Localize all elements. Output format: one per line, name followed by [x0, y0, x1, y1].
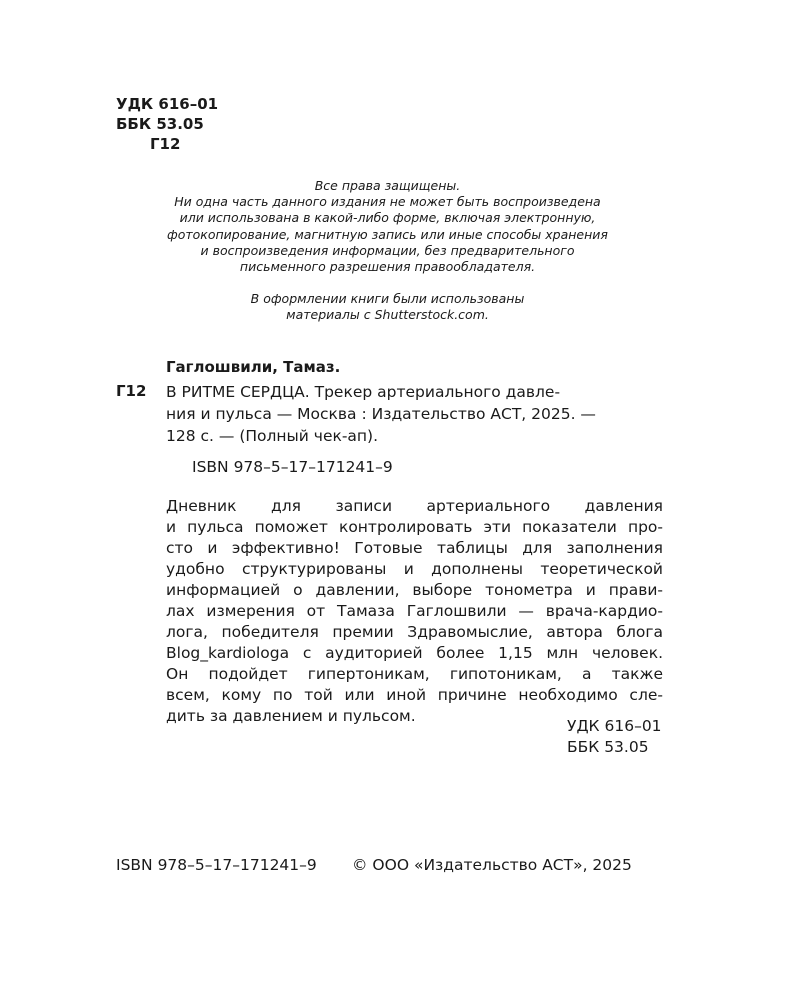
design-note-line: материалы с Shutterstock.com. — [286, 307, 489, 323]
annotation-bbk: ББК 53.05 — [567, 738, 649, 756]
rights-line: фотокопирование, магнитную запись или иные способы хранения — [167, 226, 608, 242]
rights-line: или использована в какой-либо форме, включая электронную, — [179, 210, 596, 226]
annotation-text — [166, 496, 663, 727]
annotation-line: всем, кому по той или иной причине необходимо сле- — [166, 686, 663, 704]
rights-line: Все права защищены. — [314, 178, 461, 193]
annotation-line: сто и эффективно! Готовые таблицы для заполнения — [166, 539, 663, 557]
author-index: Г12 — [116, 382, 147, 400]
annotation-line: лога, победителя премии Здравомыслие, автора блога — [166, 623, 663, 641]
rights-notice — [120, 178, 655, 324]
annotation-line: Он подойдет гипертоникам, гипотоникам, а также — [166, 665, 663, 683]
annotation-line: и пульса поможет контролировать эти показатели про- — [166, 518, 663, 536]
title-line: ния и пульса — Москва : Издательство АСТ, 2025. — — [166, 405, 596, 423]
title-line: 128 с. — (Полный чек-ап). — [166, 427, 379, 445]
design-note-line: В оформлении книги были использованы — [250, 291, 525, 307]
author-name: Гаглошвили, Тамаз. — [166, 358, 341, 376]
udk-code: УДК 616–01 — [116, 95, 219, 113]
title-line: В РИТМЕ СЕРДЦА. Трекер артериального давле- — [166, 383, 561, 401]
footer-copyright: © ООО «Издательство АСТ», 2025 — [352, 856, 632, 874]
footer-isbn: ISBN 978–5–17–171241–9 — [116, 856, 317, 874]
book-title-entry — [166, 381, 663, 447]
annotation-udk: УДК 616–01 — [567, 717, 662, 735]
annotation-classification — [567, 716, 662, 758]
bbk-code: ББК 53.05 — [116, 115, 204, 133]
annotation-line: удобно структурированы и дополнены теоретической — [166, 560, 663, 578]
annotation-line: дить за давлением и пульсом. — [166, 707, 416, 725]
isbn-entry: ISBN 978–5–17–171241–9 — [192, 458, 393, 476]
annotation-line: информацией о давлении, выборе тонометра и прави- — [166, 581, 663, 599]
rights-line: Ни одна часть данного издания не может быть воспроизведена — [174, 194, 601, 210]
author-sign: Г12 — [150, 135, 181, 153]
rights-line: и воспроизведения информации, без предварительного — [200, 242, 575, 258]
rights-line: письменного разрешения правообладателя. — [239, 259, 536, 275]
annotation-line: Blog_kardiologa с аудиторией более 1,15 млн человек. — [166, 644, 663, 662]
annotation-line: лах измерения от Тамаза Гаглошвили — врача-кардио- — [166, 602, 663, 620]
annotation-line: Дневник для записи артериального давления — [166, 497, 663, 515]
